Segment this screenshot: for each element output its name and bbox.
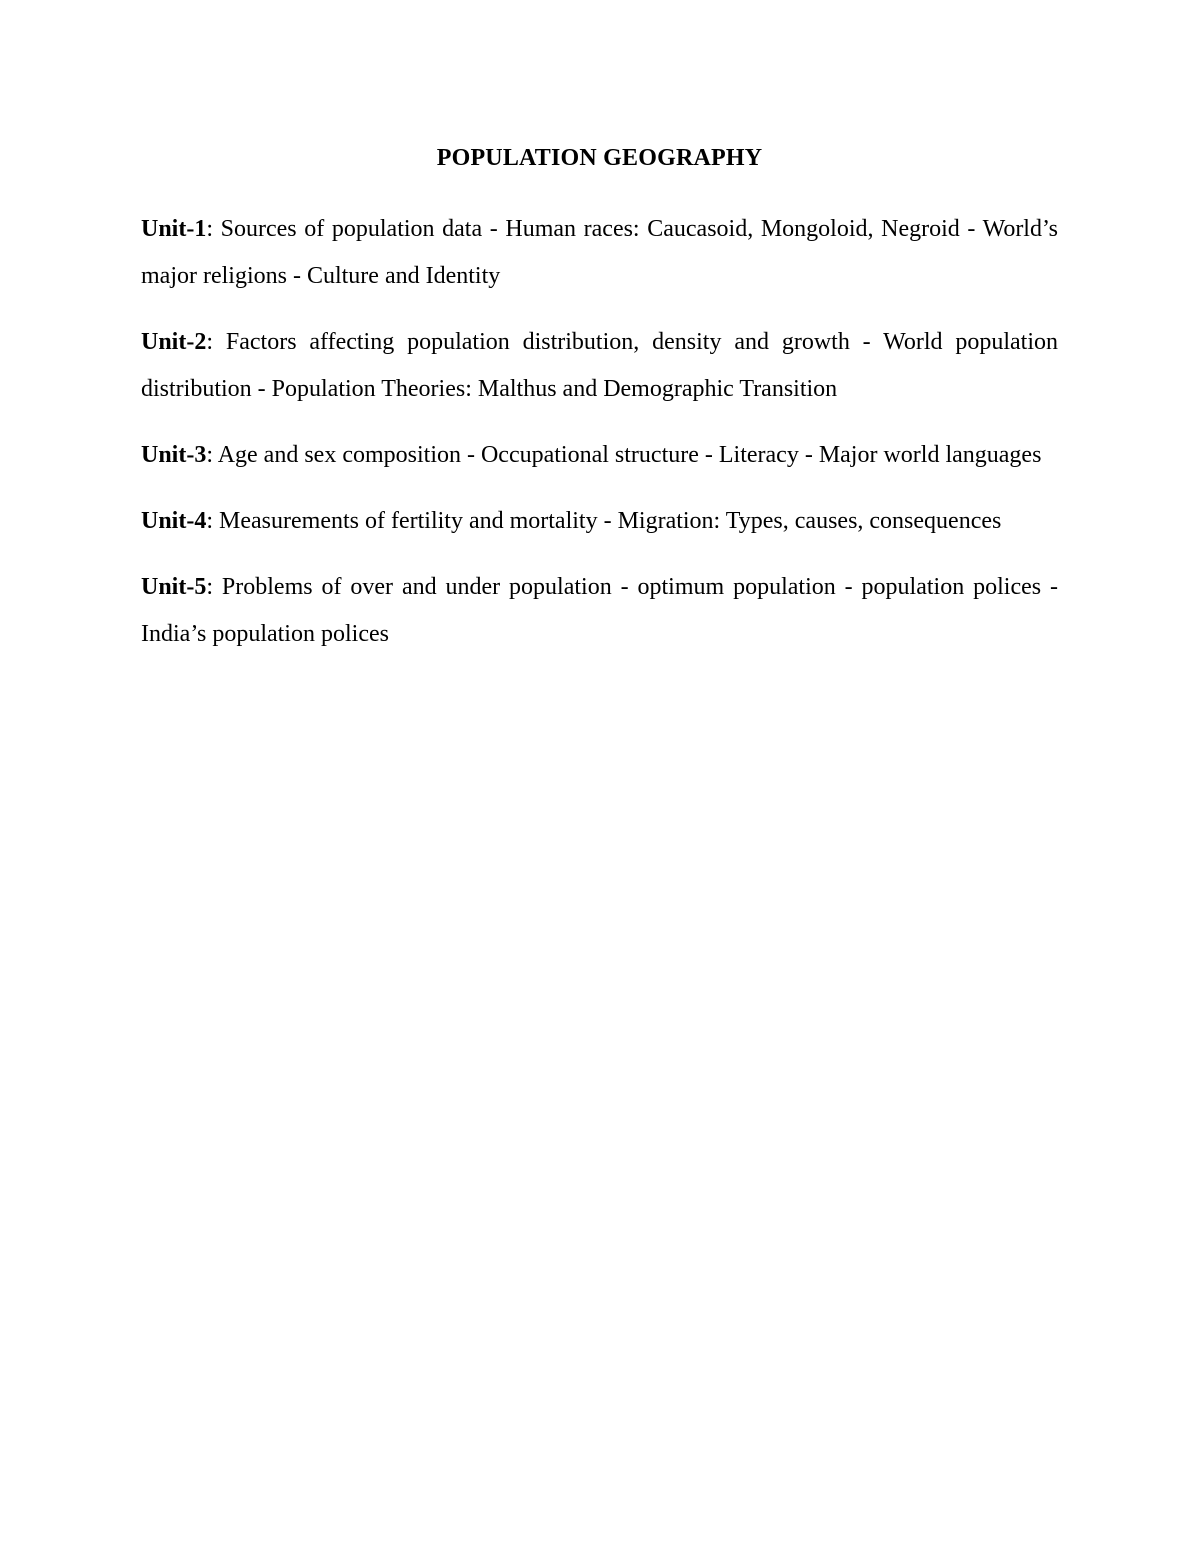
- unit-4-label: Unit-4: [141, 508, 207, 534]
- unit-2-text: Factors affecting population distribution, density and growth - World population distribution - Population Theories: Malthus and Demographic Transition: [141, 329, 1058, 402]
- unit-1-text: Sources of population data - Human races: Caucasoid, Mongoloid, Negroid - World’s major religions - Culture and Identity: [141, 216, 1058, 289]
- document-page: [141, 140, 1058, 677]
- unit-1-label: Unit-1: [141, 216, 207, 242]
- unit-5-text: Problems of over and under population - optimum population - population polices - India’s population polices: [141, 574, 1058, 647]
- document-title: POPULATION GEOGRAPHY: [436, 145, 763, 171]
- unit-4-paragraph: Unit-4: Measurements of fertility and mortality - Migration: Types, causes, consequences: [141, 508, 1002, 534]
- unit-4-text: Measurements of fertility and mortality - Migration: Types, causes, consequences: [219, 508, 1002, 534]
- unit-3-paragraph: Unit-3: Age and sex composition - Occupational structure - Literacy - Major world languages: [141, 442, 1042, 468]
- unit-1-paragraph: Unit-1: Sources of population data - Human races: Caucasoid, Mongoloid, Negroid - World’s major religions - Culture and Identity: [141, 216, 1058, 289]
- unit-5-paragraph: Unit-5: Problems of over and under population - optimum population - population polices - India’s population polices: [141, 574, 1058, 647]
- unit-2-paragraph: Unit-2: Factors affecting population distribution, density and growth - World population distribution - Population Theories: Malthus and Demographic Transition: [141, 329, 1058, 402]
- unit-3-text: Age and sex composition - Occupational structure - Literacy - Major world languages: [217, 442, 1042, 468]
- unit-5-label: Unit-5: [141, 574, 207, 600]
- unit-3-label: Unit-3: [141, 442, 207, 468]
- unit-2-label: Unit-2: [141, 329, 207, 355]
